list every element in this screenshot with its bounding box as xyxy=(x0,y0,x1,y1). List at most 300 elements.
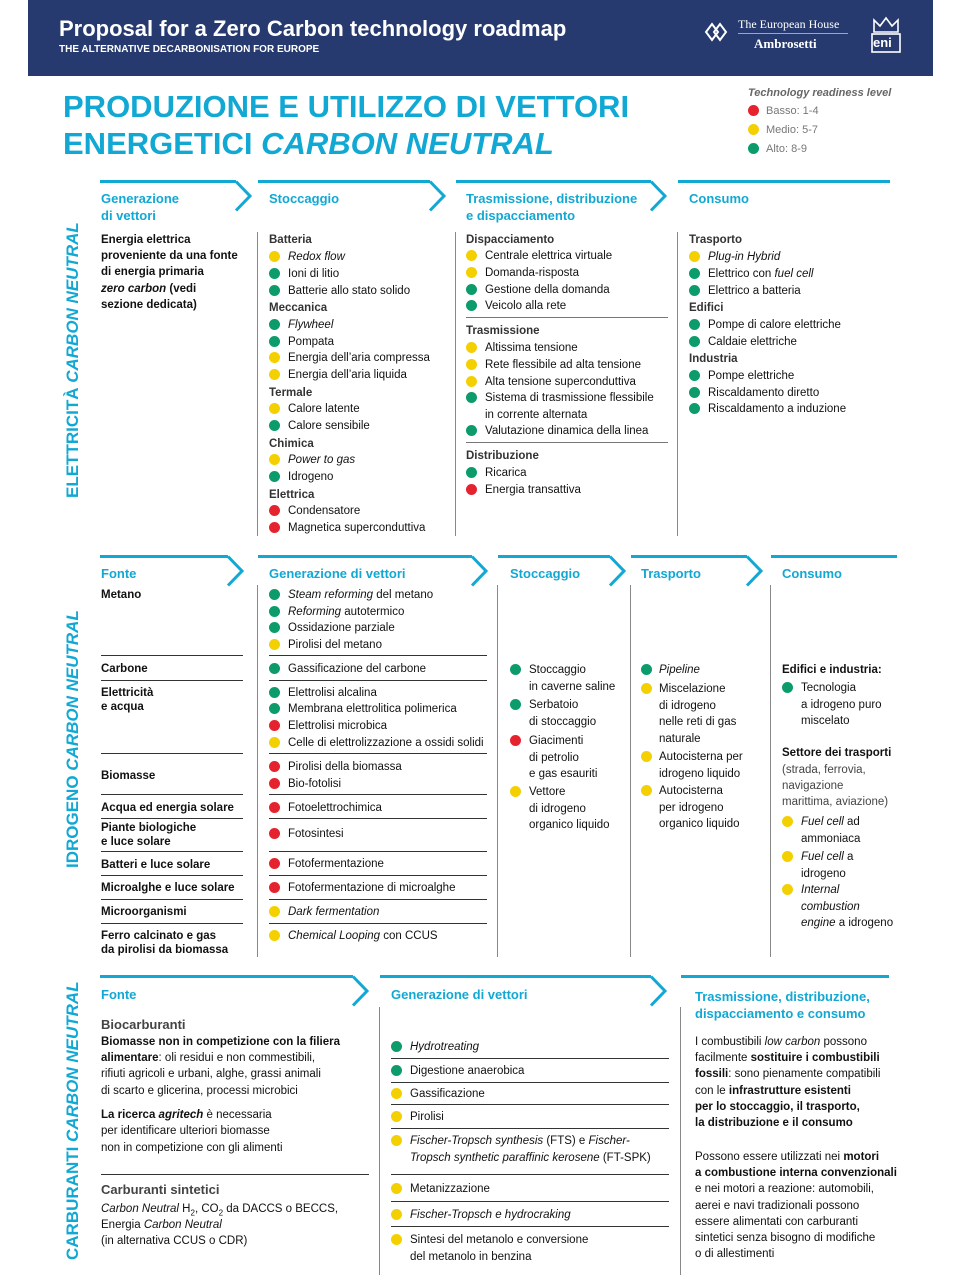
h2-col3-chevron-icon xyxy=(608,555,628,587)
h2-transport-item-cont: idrogeno liquido xyxy=(659,768,741,780)
h2-row-divider xyxy=(269,875,487,876)
h2-storage-item-cont: di idrogeno xyxy=(529,803,586,815)
fuel-row-divider xyxy=(391,1174,669,1175)
fuel-consumption-text-part: con le xyxy=(695,1085,729,1097)
fuel-biofuels-text xyxy=(101,1050,315,1067)
h2-row-divider xyxy=(101,794,243,795)
h2-source-item: Microalghe e luce solare xyxy=(101,882,235,894)
h2-source-item: Ferro calcinato e gas xyxy=(101,930,217,942)
h2-storage-item-cont: organico liquido xyxy=(529,819,610,831)
elec-storage-item: Energia dell’aria liquida xyxy=(288,369,407,381)
h2-generation-item-part: del metano xyxy=(373,589,434,601)
h2-consumption-item-part: ad xyxy=(843,816,860,828)
elec-col-header-consumption: Consumo xyxy=(689,191,749,206)
h2-row-divider xyxy=(101,680,243,681)
elec-storage-battery-heading: Batteria xyxy=(269,234,312,246)
h2-generation-item: Fotofermentazione xyxy=(288,858,384,870)
elec-consumption-item: Riscaldamento a induzione xyxy=(708,403,847,415)
fuel-generation-item-italic: Fischer- xyxy=(588,1135,630,1147)
fuel-consumption-text-bold: infrastrutture esistenti xyxy=(728,1085,851,1097)
page-title-line2-italic: CARBON NEUTRAL xyxy=(261,126,554,161)
h2-consumption-item-cont: miscelato xyxy=(801,715,850,727)
h2-row-divider xyxy=(269,794,487,795)
fuel-biofuels-text: Biomasse non in competizione con la filiera xyxy=(101,1036,340,1048)
trl-dot-icon xyxy=(269,403,280,414)
trl-dot-icon xyxy=(510,699,521,710)
h2-generation-item-italic: Chemical Looping xyxy=(288,930,381,942)
trl-dot-icon xyxy=(391,1041,402,1052)
h2-source-item: Metano xyxy=(101,589,142,601)
h2-source-item-cont: e luce solare xyxy=(101,836,171,848)
elec-divider-1 xyxy=(257,232,258,536)
elec-consumption-item-italic: fuel cell xyxy=(774,268,814,280)
h2-generation-item: Celle di elettrolizzazione a ossidi solidi xyxy=(288,737,484,749)
fuel-consumption-text xyxy=(695,1034,867,1051)
h2-divider-2 xyxy=(497,585,498,957)
trl-dot-icon xyxy=(689,268,700,279)
page-title-line2-plain: ENERGETICI xyxy=(63,126,262,161)
h2-consumption-item: Internal xyxy=(801,884,840,896)
elec-storage-item: Idrogeno xyxy=(288,471,334,483)
page-title-line1: PRODUZIONE E UTILIZZO DI VETTORI xyxy=(63,89,630,124)
trl-dot-icon xyxy=(269,622,280,633)
fuel-consumption-text xyxy=(695,1083,851,1100)
elec-col3-chevron-icon xyxy=(649,180,669,212)
h2-row-divider xyxy=(269,851,487,852)
fuel-agritech-text: per identificare ulteriori biomasse xyxy=(101,1125,270,1137)
fuel-biofuels-heading: Biocarburanti xyxy=(101,1017,186,1032)
trl-dot-icon xyxy=(466,467,477,478)
trl-dot-icon xyxy=(466,392,477,403)
elec-gen-text-line3: di energia primaria xyxy=(101,266,204,278)
h2-row-divider xyxy=(101,899,243,900)
trl-dot-icon xyxy=(689,319,700,330)
h2-transport-item-cont: di idrogeno xyxy=(659,700,716,712)
trl-dot-icon xyxy=(391,1088,402,1099)
elec-buildings-heading: Edifici xyxy=(689,302,724,314)
h2-generation-item: Pirolisi del metano xyxy=(288,639,382,651)
h2-source-item: Microorganismi xyxy=(101,906,187,918)
fuel-consumption-text: la distribuzione e il consumo xyxy=(695,1117,853,1129)
elec-consumption-item: Riscaldamento diretto xyxy=(708,387,820,399)
elec-transmission-item: Sistema di trasmissione flessibile xyxy=(485,392,654,404)
org-name-line1: The European House xyxy=(738,17,840,31)
elec-storage-mechanical-heading: Meccanica xyxy=(269,302,328,314)
fuel-synthetic-subscript: 2 xyxy=(218,1208,224,1218)
trl-dot-icon xyxy=(641,683,652,694)
h2-consumption-note: navigazione xyxy=(782,780,844,792)
elec-transmission-item-cont: in corrente alternata xyxy=(485,409,588,421)
fuel-consumption-text: a combustione interna convenzionali xyxy=(695,1167,897,1179)
fuel-consumption-text: e nei motori a reazione: automobili, xyxy=(695,1183,874,1195)
trl-dot-icon xyxy=(466,376,477,387)
h2-transport-item: Autocisterna per xyxy=(659,751,743,763)
h2-consumption-heading: Edifici e industria: xyxy=(782,664,882,676)
h2-storage-item-cont: in caverne saline xyxy=(529,681,616,693)
fuel-synthetic-text-part: Energia xyxy=(101,1219,144,1231)
elec-consumption-item: Caldaie elettriche xyxy=(708,336,797,348)
trl-dot-icon xyxy=(269,720,280,731)
elec-storage-item: Batterie allo stato solido xyxy=(288,285,411,297)
fuel-synthetic-text-part: H xyxy=(178,1203,191,1215)
h2-transport-item: Miscelazione xyxy=(659,683,726,695)
h2-source-item: Carbone xyxy=(101,663,148,675)
fuel-agritech-text-bold: La ricerca xyxy=(101,1109,159,1121)
fuel-generation-item: Pirolisi xyxy=(410,1111,444,1123)
elec-col-header-storage: Stoccaggio xyxy=(269,191,340,206)
h2-row-divider xyxy=(101,818,243,819)
elec-transmission-heading: Trasmissione xyxy=(466,325,540,337)
fuel-consumption-text: per lo stoccaggio, il trasporto, xyxy=(695,1101,860,1113)
fuel-consumption-text xyxy=(695,1066,880,1083)
fuel-agritech-text xyxy=(101,1107,272,1124)
h2-consumption-item-cont: idrogeno xyxy=(801,868,846,880)
fuel-generation-item-italic: Fischer-Tropsch synthesis xyxy=(410,1135,544,1147)
elec-consumption-item: Pompe elettriche xyxy=(708,370,795,382)
h2-generation-item: Elettrolisi alcalina xyxy=(288,687,377,699)
trl-dot-icon xyxy=(269,420,280,431)
fuel-consumption-text-part: I combustibili xyxy=(695,1036,765,1048)
trl-dot-icon xyxy=(269,471,280,482)
fuel-consumption-text-part: facilmente xyxy=(695,1052,751,1064)
section-label-fuels xyxy=(63,981,83,1260)
elec-col2-bar xyxy=(258,180,430,183)
fuel-synthetic-text-italic: Carbon Neutral xyxy=(101,1203,179,1215)
trl-dot-icon xyxy=(269,737,280,748)
trl-dot-icon xyxy=(466,359,477,370)
fuel-generation-item-italic: Tropsch synthetic paraffinic kerosene xyxy=(410,1152,600,1164)
h2-consumption-item-italic: engine xyxy=(801,917,836,929)
trl-dot-icon xyxy=(689,370,700,381)
trl-dot-icon xyxy=(269,336,280,347)
h2-transport-item-cont: organico liquido xyxy=(659,818,740,830)
page-title-line2 xyxy=(63,125,554,162)
trl-dot-icon xyxy=(269,454,280,465)
h2-storage-item-cont: di stoccaggio xyxy=(529,716,597,728)
trl-dot-icon xyxy=(689,387,700,398)
h2-consumption-item-part: a idrogeno xyxy=(835,917,894,929)
elec-col3-bar xyxy=(456,180,651,183)
trl-high-dot-icon xyxy=(748,143,759,154)
h2-row-divider xyxy=(269,899,487,900)
h2-generation-item-part: autotermico xyxy=(341,606,405,618)
h2-generation-item xyxy=(288,587,433,604)
fuel-row-divider xyxy=(391,1104,669,1105)
elec-transmission-item: Altissima tensione xyxy=(485,342,578,354)
fuel-synthetic-subscript: 2 xyxy=(190,1208,195,1218)
fuel-generation-item: Hydrotreating xyxy=(410,1041,480,1053)
elec-storage-item: Flywheel xyxy=(288,319,334,331)
elec-transmission-item: Domanda-risposta xyxy=(485,267,579,279)
h2-generation-item: Bio-fotolisi xyxy=(288,778,342,790)
h2-storage-item: Vettore xyxy=(529,786,566,798)
h2-row-divider xyxy=(101,851,243,852)
h2-generation-item: Fotofermentazione di microalghe xyxy=(288,882,456,894)
fuel-biofuels-text-part: : oli residui e non commestibili, xyxy=(158,1052,316,1064)
elec-transmission-item: Centrale elettrica virtuale xyxy=(485,250,613,262)
h2-divider-4 xyxy=(770,585,771,957)
h2-storage-item-cont: di petrolio xyxy=(529,752,579,764)
trl-dot-icon xyxy=(269,882,280,893)
elec-storage-item: Magnetica superconduttiva xyxy=(288,522,426,534)
section-label-hydrogen-plain: IDROGENO xyxy=(63,770,82,868)
h2-transport-item-cont: nelle reti di gas xyxy=(659,716,737,728)
trl-dot-icon xyxy=(269,858,280,869)
elec-col2-chevron-icon xyxy=(428,180,448,212)
elec-storage-item: Energia dell’aria compressa xyxy=(288,352,430,364)
elec-gen-text-line1: Energia elettrica xyxy=(101,234,191,246)
trl-mid-label: Medio: 5-7 xyxy=(766,124,818,136)
elec-storage-chemical-heading: Chimica xyxy=(269,438,314,450)
fuel-generation-item xyxy=(410,1133,630,1150)
fuel-generation-item-part: (FTS) e xyxy=(543,1135,589,1147)
elec-storage-item: Calore sensibile xyxy=(288,420,370,432)
trl-dot-icon xyxy=(269,687,280,698)
h2-col-header-generation: Generazione di vettori xyxy=(269,566,406,581)
section-label-hydrogen-italic: CARBON NEUTRAL xyxy=(63,610,82,771)
h2-storage-item: Stoccaggio xyxy=(529,664,586,676)
fuel-biofuels-text-bold: alimentare xyxy=(101,1052,159,1064)
trl-low-label: Basso: 1-4 xyxy=(766,105,819,117)
trl-dot-icon xyxy=(466,342,477,353)
h2-col3-bar xyxy=(498,555,610,558)
elec-consumption-item: Pompe di calore elettriche xyxy=(708,319,841,331)
trl-legend-title: Technology readiness level xyxy=(748,87,892,99)
trl-dot-icon xyxy=(269,352,280,363)
trl-dot-icon xyxy=(689,251,700,262)
h2-generation-item: Ossidazione parziale xyxy=(288,622,395,634)
h2-generation-item: Fotoelettrochimica xyxy=(288,802,382,814)
trl-dot-icon xyxy=(641,664,652,675)
trl-dot-icon xyxy=(641,785,652,796)
section-label-fuels-italic: CARBON NEUTRAL xyxy=(63,981,82,1142)
fuel-consumption-text-bold: fossili xyxy=(695,1068,729,1080)
fuel-synthetic-text-part: da DACCS o BECCS, xyxy=(223,1203,339,1215)
h2-generation-item: Gassificazione del carbone xyxy=(288,663,427,675)
elec-industry-heading: Industria xyxy=(689,353,738,365)
elec-gen-text-line5: sezione dedicata) xyxy=(101,299,197,311)
elec-storage-item: Calore latente xyxy=(288,403,360,415)
report-subtitle: THE ALTERNATIVE DECARBONISATION FOR EUROPE xyxy=(59,44,320,55)
trl-dot-icon xyxy=(689,336,700,347)
trl-dot-icon xyxy=(510,664,521,675)
h2-col-header-storage: Stoccaggio xyxy=(510,566,581,581)
trl-dot-icon xyxy=(269,268,280,279)
trl-dot-icon xyxy=(269,761,280,772)
elec-col4-bar xyxy=(678,180,890,183)
section-label-fuels-plain: CARBURANTI xyxy=(63,1141,82,1260)
h2-source-item: Batteri e luce solare xyxy=(101,859,211,871)
h2-generation-item-part: con CCUS xyxy=(380,930,438,942)
header-banner xyxy=(28,0,933,76)
trl-mid-dot-icon xyxy=(748,124,759,135)
h2-source-item: Elettricità xyxy=(101,687,154,699)
h2-row-divider xyxy=(101,655,243,656)
trl-dot-icon xyxy=(782,884,793,895)
fuel-consumption-text-part: possono xyxy=(820,1036,867,1048)
trl-low-dot-icon xyxy=(748,105,759,116)
elec-transport-heading: Trasporto xyxy=(689,234,743,246)
trl-dot-icon xyxy=(269,606,280,617)
fuel-synthetic-heading: Carburanti sintetici xyxy=(101,1182,220,1197)
elec-col1-bar xyxy=(100,180,236,183)
fuel-consumption-text: o di allestimenti xyxy=(695,1248,775,1260)
elec-consumption-item: Plug-in Hybrid xyxy=(708,251,781,263)
fuel-generation-item-part: (FT-SPK) xyxy=(599,1152,651,1164)
h2-col-header-source: Fonte xyxy=(101,566,137,581)
fuel-generation-item: Digestione anaerobica xyxy=(410,1065,525,1077)
h2-consumption-item xyxy=(801,814,860,831)
fuel-biofuels-text: rifiuti agricoli e urbani, alghe, grassi animali xyxy=(101,1068,321,1080)
section-label-electricity-italic: CARBON NEUTRAL xyxy=(63,222,82,383)
fuel-col-header-generation: Generazione di vettori xyxy=(391,987,528,1002)
h2-consumption-item-cont: combustion xyxy=(801,901,860,913)
trl-dot-icon xyxy=(466,284,477,295)
fuel-row-divider xyxy=(391,1082,669,1083)
trl-dot-icon xyxy=(689,403,700,414)
trl-dot-icon xyxy=(782,851,793,862)
elec-divider-3 xyxy=(677,232,678,536)
fuel-generation-item: Gassificazione xyxy=(410,1088,485,1100)
h2-consumption-item-italic: Fuel cell xyxy=(801,816,844,828)
h2-consumption-item xyxy=(801,849,853,866)
org-name-line2: Ambrosetti xyxy=(754,36,817,51)
elec-storage-electric-heading: Elettrica xyxy=(269,489,315,501)
fuel-row-divider xyxy=(391,1128,669,1129)
fuel-col1-chevron-icon xyxy=(351,975,371,1007)
h2-consumption-item-cont: ammoniaca xyxy=(801,833,861,845)
trl-dot-icon xyxy=(269,802,280,813)
fuel-synthetic-text-part: , CO xyxy=(194,1203,219,1215)
fuel-synthetic-text xyxy=(101,1217,222,1234)
trl-dot-icon xyxy=(269,589,280,600)
h2-generation-item: Dark fermentation xyxy=(288,906,380,918)
trl-dot-icon xyxy=(641,751,652,762)
elec-col1-chevron-icon xyxy=(234,180,254,212)
trl-dot-icon xyxy=(269,639,280,650)
elec-transmission-item: Alta tensione superconduttiva xyxy=(485,376,636,388)
trl-dot-icon xyxy=(510,735,521,746)
h2-consumption-item: Tecnologia xyxy=(801,682,856,694)
fuel-consumption-text xyxy=(695,1050,880,1067)
h2-col4-bar xyxy=(631,555,747,558)
elec-storage-thermal-heading: Termale xyxy=(269,387,313,399)
fuel-divider-2 xyxy=(680,1007,681,1275)
elec-consumption-item-part: Elettrico con xyxy=(708,268,775,280)
h2-col5-bar xyxy=(771,555,897,558)
section-label-electricity-plain: ELETTRICITÀ xyxy=(63,382,82,498)
trl-dot-icon xyxy=(510,786,521,797)
elec-transmission-item: Rete flessibile ad alta tensione xyxy=(485,359,641,371)
h2-row-divider xyxy=(101,753,243,754)
trl-dot-icon xyxy=(466,250,477,261)
h2-col2-chevron-icon xyxy=(470,555,490,587)
h2-source-item: Biomasse xyxy=(101,770,156,782)
fuel-agritech-text: non in competizione con gli alimenti xyxy=(101,1142,283,1154)
fuel-row-divider xyxy=(391,1058,669,1059)
trl-dot-icon xyxy=(269,828,280,839)
h2-consumption-item-italic: Fuel cell xyxy=(801,851,844,863)
fuel-consumption-text: essere alimentati con carburanti xyxy=(695,1216,858,1228)
trl-dot-icon xyxy=(269,369,280,380)
fuel-consumption-text-part: Possono essere utilizzati nei xyxy=(695,1151,844,1163)
elec-gen-text-line4-rest: (vedi xyxy=(166,283,197,295)
fuel-col1-bar xyxy=(100,975,353,978)
elec-divider-2 xyxy=(455,232,456,536)
fuel-consumption-text-italic: low carbon xyxy=(764,1036,821,1048)
elec-storage-item: Redox flow xyxy=(288,251,345,263)
elec-consumption-item xyxy=(708,266,813,283)
elec-transmission-divider xyxy=(466,442,668,443)
h2-generation-item: Fotosintesi xyxy=(288,828,344,840)
h2-divider-3 xyxy=(630,585,631,957)
trl-dot-icon xyxy=(269,663,280,674)
h2-consumption-item-cont: a idrogeno puro xyxy=(801,699,882,711)
trl-dot-icon xyxy=(269,906,280,917)
h2-generation-item-italic: Reforming xyxy=(288,606,342,618)
h2-generation-item: Membrana elettrolitica polimerica xyxy=(288,703,457,715)
h2-transport-item-cont: per idrogeno xyxy=(659,802,724,814)
elec-col-header-transmission: Trasmissione, distribuzione e dispacciamento xyxy=(466,191,638,223)
h2-row-divider xyxy=(269,655,487,656)
h2-storage-item: Giacimenti xyxy=(529,735,584,747)
elec-transmission-divider xyxy=(466,317,668,318)
fuel-generation-item: Metanizzazione xyxy=(410,1183,490,1195)
trl-dot-icon xyxy=(391,1234,402,1245)
org-divider xyxy=(738,33,848,34)
fuel-consumption-text: aerei e navi tradizionali possono xyxy=(695,1200,860,1212)
h2-consumption-item-cont xyxy=(801,915,893,932)
fuel-consumption-text-bold: sostituire i combustibili xyxy=(750,1052,880,1064)
h2-col2-bar xyxy=(258,555,472,558)
elec-transmission-item: Energia transattiva xyxy=(485,484,581,496)
fuel-col-header-source: Fonte xyxy=(101,987,137,1002)
h2-source-item: Acqua ed energia solare xyxy=(101,802,234,814)
trl-dot-icon xyxy=(782,816,793,827)
h2-source-item-cont: e acqua xyxy=(101,701,144,713)
fuel-row-divider xyxy=(391,1201,669,1202)
h2-row-divider xyxy=(269,753,487,754)
european-house-logo-icon xyxy=(702,18,730,46)
elec-transmission-item: Valutazione dinamica della linea xyxy=(485,425,649,437)
trl-dot-icon xyxy=(466,300,477,311)
fuel-consumption-text-part: : sono pienamente compatibili xyxy=(728,1068,881,1080)
h2-source-item: Piante biologiche xyxy=(101,822,197,834)
fuel-generation-item: Fischer-Tropsch e hydrocraking xyxy=(410,1209,571,1221)
fuel-col3-bar xyxy=(681,975,889,978)
h2-col1-bar xyxy=(100,555,228,558)
fuel-col2-chevron-icon xyxy=(649,975,669,1007)
trl-dot-icon xyxy=(466,425,477,436)
fuel-col2-bar xyxy=(380,975,651,978)
section-label-electricity xyxy=(63,222,83,498)
trl-dot-icon xyxy=(689,285,700,296)
trl-dot-icon xyxy=(269,251,280,262)
h2-divider-1 xyxy=(257,585,258,957)
trl-high-label: Alto: 8-9 xyxy=(766,143,807,155)
elec-storage-item: Condensatore xyxy=(288,505,361,517)
elec-distribution-heading: Distribuzione xyxy=(466,450,539,462)
elec-transmission-item: Ricarica xyxy=(485,467,527,479)
h2-row-divider xyxy=(101,875,243,876)
h2-source-item-cont: da pirolisi da biomassa xyxy=(101,944,229,956)
h2-row-divider xyxy=(269,680,487,681)
h2-generation-item xyxy=(288,604,404,621)
eni-wordmark: eni xyxy=(873,35,892,50)
h2-generation-item: Elettrolisi microbica xyxy=(288,720,388,732)
fuel-consumption-text-bold: motori xyxy=(843,1151,880,1163)
elec-gen-zero-carbon: zero carbon xyxy=(101,283,167,295)
